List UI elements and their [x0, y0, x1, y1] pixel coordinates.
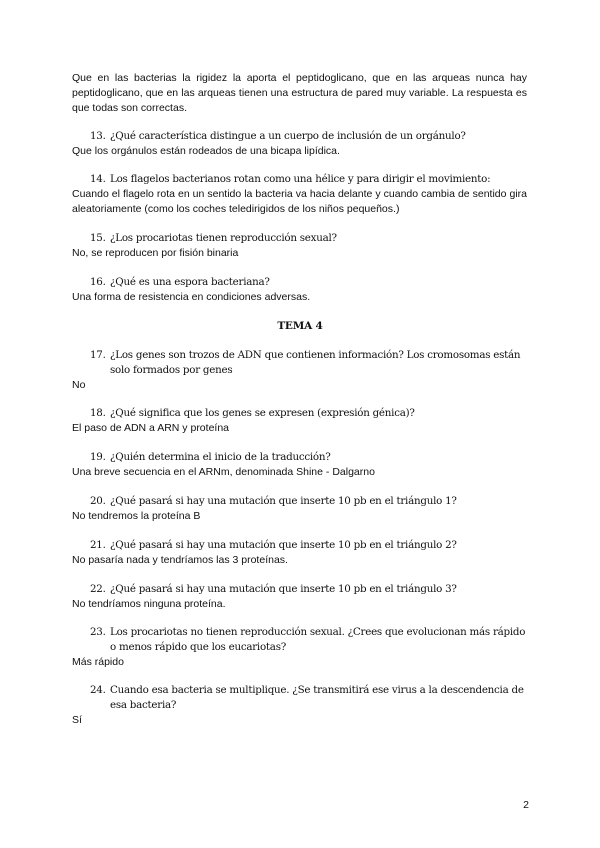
page-number: 2 — [523, 799, 529, 811]
question-text: Los procariotas no tienen reproducción sexual. ¿Crees que evolucionan más rápido o menos rápido que los eucariotas? — [110, 626, 526, 653]
answer: Que los orgánulos están rodeados de una bicapa lipídica. — [72, 145, 340, 157]
question — [72, 275, 532, 290]
question-text: ¿Quién determina el inicio de la traducción? — [110, 451, 331, 463]
question-text: Cuando esa bacteria se multiplique. ¿Se transmitirá ese virus a la descendencia de esa bacteria? — [110, 684, 524, 711]
qa-item-16 — [72, 275, 532, 305]
qa-item-21 — [72, 538, 532, 568]
answer: Una breve secuencia en el ARNm, denominada Shine - Dalgarno — [72, 466, 375, 478]
question-number: 22. — [90, 583, 106, 595]
answer: El paso de ADN a ARN y proteína — [72, 422, 230, 434]
question — [72, 172, 532, 187]
question-text: ¿Qué significa que los genes se expresen (expresión génica)? — [110, 407, 415, 419]
question — [72, 406, 532, 421]
question-number: 20. — [90, 495, 106, 507]
question-number: 15. — [90, 232, 106, 244]
question — [72, 683, 532, 713]
question-number: 19. — [90, 451, 106, 463]
qa-item-22 — [72, 582, 532, 612]
question-number: 21. — [90, 539, 106, 551]
qa-item-23 — [72, 625, 532, 670]
question-text: ¿Los procariotas tienen reproducción sexual? — [110, 232, 337, 244]
question-number: 24. — [90, 684, 106, 696]
question — [72, 450, 532, 465]
qa-item-13 — [72, 129, 532, 159]
qa-item-19 — [72, 450, 532, 480]
answer: No pasaría nada y tendríamos las 3 proteínas. — [72, 554, 288, 566]
answer: No tendremos la proteína B — [72, 510, 201, 522]
question — [72, 538, 532, 553]
qa-item-20 — [72, 494, 532, 524]
answer: Cuando el flagelo rota en un sentido la bacteria va hacia delante y cuando cambia de sentido gira aleatoriamente (como los coches teledirigidos de los niños pequeños.) — [72, 188, 527, 215]
question-number: 16. — [90, 276, 106, 288]
qa-item-24 — [72, 683, 532, 728]
answer: Más rápido — [72, 656, 124, 668]
question — [72, 582, 532, 597]
question-text: ¿Qué pasará si hay una mutación que inserte 10 pb en el triángulo 1? — [110, 495, 457, 507]
question — [72, 348, 532, 378]
answer: Una forma de resistencia en condiciones adversas. — [72, 291, 311, 303]
question-text: ¿Qué característica distingue a un cuerpo de inclusión de un orgánulo? — [110, 130, 466, 142]
qa-item-14 — [72, 172, 532, 217]
question-text: ¿Qué pasará si hay una mutación que inserte 10 pb en el triángulo 3? — [110, 583, 457, 595]
question-text: ¿Qué pasará si hay una mutación que inserte 10 pb en el triángulo 2? — [110, 539, 457, 551]
question — [72, 625, 532, 655]
question-text: Los flagelos bacterianos rotan como una hélice y para dirigir el movimiento: — [110, 173, 491, 185]
question-number: 14. — [90, 173, 106, 185]
question — [72, 494, 532, 509]
question-number: 23. — [90, 626, 106, 638]
qa-item-15 — [72, 231, 532, 261]
answer: Sí — [72, 714, 82, 726]
question-number: 13. — [90, 130, 106, 142]
question-text: ¿Los genes son trozos de ADN que contienen información? Los cromosomas están solo formados por genes — [110, 349, 521, 376]
question-number: 18. — [90, 407, 106, 419]
question-number: 17. — [90, 349, 106, 361]
question — [72, 129, 532, 144]
question-text: ¿Qué es una espora bacteriana? — [110, 276, 270, 288]
qa-item-18 — [72, 406, 532, 436]
answer: No, se reproducen por fisión binaria — [72, 247, 239, 259]
intro-paragraph: Que en las bacterias la rigidez la aporta el peptidoglicano, que en las arqueas nunca hay peptidoglicano, que en las arqueas tienen una estructura de pared muy variable. La respuesta es que todas son correctas. — [72, 72, 527, 114]
answer: No tendríamos ninguna proteína. — [72, 598, 226, 610]
qa-item-17 — [72, 348, 532, 393]
question — [72, 231, 532, 246]
section-heading: TEMA 4 — [277, 320, 323, 332]
answer: No — [72, 379, 86, 391]
